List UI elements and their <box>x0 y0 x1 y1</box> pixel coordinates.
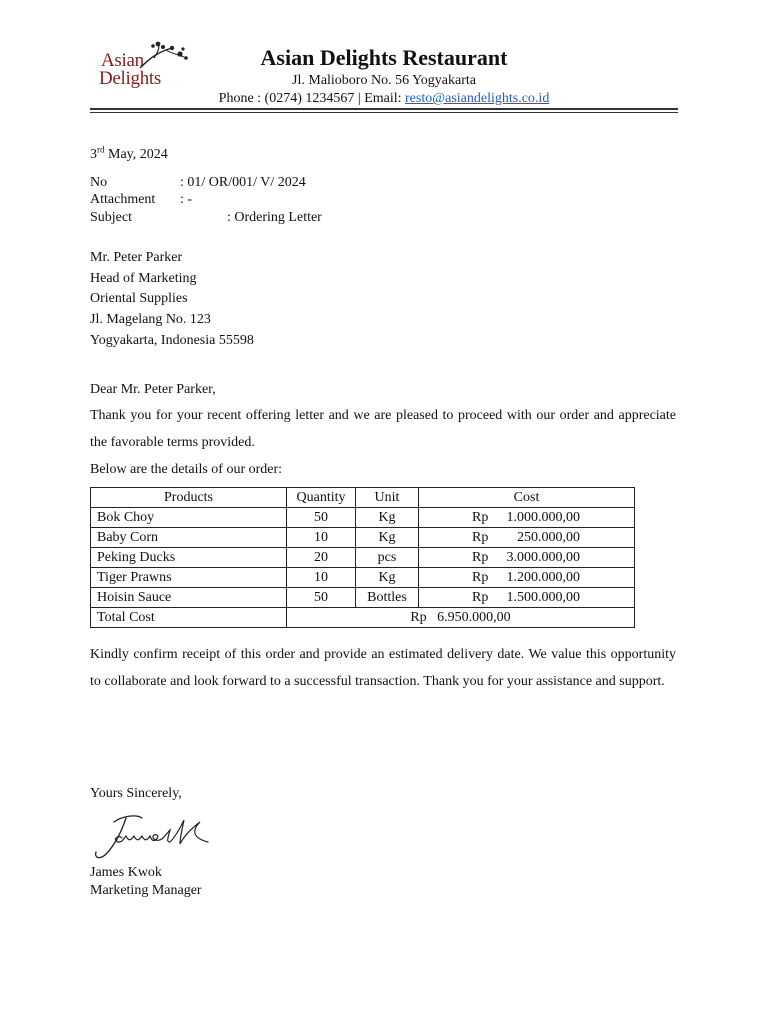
cell-unit: Kg <box>356 568 419 588</box>
letterhead-rule-thick <box>90 108 678 110</box>
cost-currency: Rp <box>472 529 489 545</box>
letterhead-rule-thin <box>90 112 678 113</box>
recipient-city: Yogyakarta, Indonesia 55598 <box>90 332 254 348</box>
no-value: : 01/ OR/001/ V/ 2024 <box>180 175 306 190</box>
restaurant-address: Jl. Malioboro No. 56 Yogyakarta <box>292 73 476 88</box>
table-row <box>91 528 635 548</box>
cell-product: Bok Choy <box>91 508 287 528</box>
cell-quantity: 50 <box>287 588 356 608</box>
total-row <box>91 608 635 628</box>
header-quantity: Quantity <box>287 488 356 508</box>
recipient-street: Jl. Magelang No. 123 <box>90 312 211 328</box>
header-cost: Cost <box>419 488 635 508</box>
cell-cost <box>419 508 635 528</box>
header-unit: Unit <box>356 488 419 508</box>
total-amount: 6.950.000,00 <box>437 609 511 625</box>
cell-quantity: 50 <box>287 508 356 528</box>
logo-text-line2: Delights <box>99 68 161 89</box>
closing-phrase: Yours Sincerely, <box>90 786 182 801</box>
attachment-label: Attachment <box>90 192 156 207</box>
signer-title: Marketing Manager <box>90 883 202 898</box>
paragraph-order-details: Below are the details of our order: <box>90 462 283 477</box>
table-row <box>91 568 635 588</box>
total-currency: Rp <box>410 609 427 625</box>
salutation: Dear Mr. Peter Parker, <box>90 382 216 397</box>
restaurant-name: Asian Delights Restaurant <box>260 45 508 70</box>
recipient-company: Oriental Supplies <box>90 291 188 307</box>
cost-amount: 1.200.000,00 <box>506 569 580 585</box>
date-suffix: rd <box>97 144 105 155</box>
table-row <box>91 548 635 568</box>
attachment-value: : - <box>180 192 193 207</box>
recipient-title: Head of Marketing <box>90 270 197 286</box>
cell-product: Baby Corn <box>91 528 287 548</box>
no-label: No <box>90 175 108 190</box>
cost-amount: 3.000.000,00 <box>506 549 580 565</box>
signer-name: James Kwok <box>90 865 162 880</box>
total-label: Total Cost <box>91 608 287 628</box>
cell-product: Tiger Prawns <box>91 568 287 588</box>
cost-currency: Rp <box>472 569 489 585</box>
cost-amount: 1.000.000,00 <box>506 509 580 525</box>
table-row <box>91 508 635 528</box>
cost-currency: Rp <box>472 509 489 525</box>
contact-phone-text: Phone : (0274) 1234567 | Email: <box>218 91 406 106</box>
cell-cost <box>419 568 635 588</box>
handwritten-signature <box>92 808 214 864</box>
date-day: 3 <box>90 147 97 162</box>
cell-product: Hoisin Sauce <box>91 588 287 608</box>
paragraph-closing: Kindly confirm receipt of this order and provide an estimated delivery date. We value this opportunity to collaborate and look forward to a successful transaction. Thank you for your assistance and support. <box>90 647 676 689</box>
paragraph-intro: Thank you for your recent offering letter and we are pleased to proceed with our order and appreciate the favorable terms provided. <box>90 408 676 450</box>
total-cost <box>287 608 635 628</box>
recipient-name: Mr. Peter Parker <box>90 250 183 265</box>
cost-currency: Rp <box>472 549 489 565</box>
cost-currency: Rp <box>472 589 489 605</box>
recipient-block <box>90 248 254 352</box>
cell-unit: Kg <box>356 528 419 548</box>
order-table <box>90 487 635 628</box>
subject-value: : Ordering Letter <box>227 210 322 225</box>
logo-text-line1: Asian <box>101 50 144 71</box>
restaurant-contact <box>150 91 618 107</box>
date-rest: May, 2024 <box>104 147 168 162</box>
cell-cost <box>419 588 635 608</box>
header-products: Products <box>91 488 287 508</box>
letter-date <box>90 146 168 164</box>
cost-amount: 250.000,00 <box>517 529 580 545</box>
cell-cost <box>419 548 635 568</box>
cell-cost <box>419 528 635 548</box>
cell-quantity: 10 <box>287 528 356 548</box>
cost-amount: 1.500.000,00 <box>506 589 580 605</box>
cell-unit: pcs <box>356 548 419 568</box>
cell-quantity: 20 <box>287 548 356 568</box>
email-link[interactable]: resto@asiandelights.co.id <box>405 91 550 106</box>
table-header-row <box>91 488 635 508</box>
cell-product: Peking Ducks <box>91 548 287 568</box>
cell-unit: Kg <box>356 508 419 528</box>
cell-quantity: 10 <box>287 568 356 588</box>
subject-label: Subject <box>90 210 132 225</box>
cell-unit: Bottles <box>356 588 419 608</box>
table-row <box>91 588 635 608</box>
